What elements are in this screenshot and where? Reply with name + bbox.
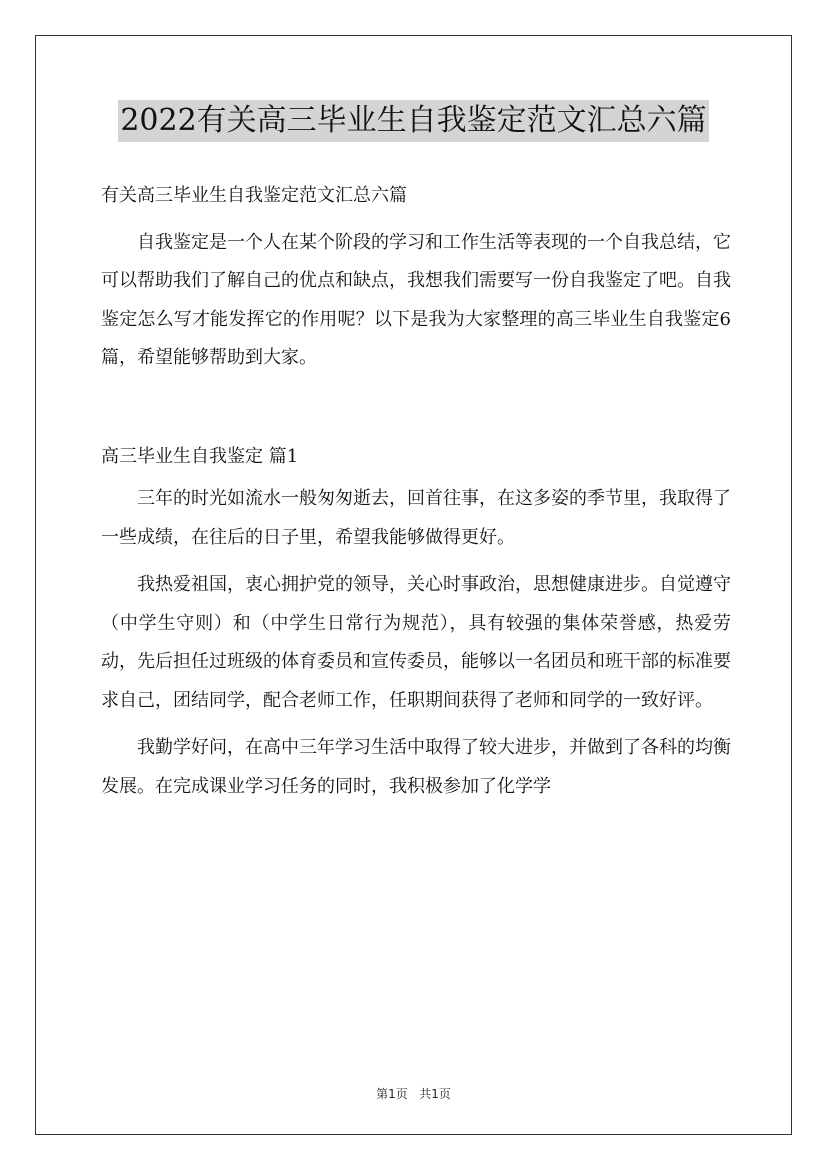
page-number: 第1页	[376, 1087, 408, 1101]
intro-paragraph: 自我鉴定是一个人在某个阶段的学习和工作生活等表现的一个自我总结，它可以帮助我们了解自己的优点和缺点，我想我们需要写一份自我鉴定了吧。自我鉴定怎么写才能发挥它的作用呢？以下是我为大家整理的高三毕业生自我鉴定6篇，希望能够帮助到大家。	[101, 231, 731, 368]
body-paragraph: 我热爱祖国，衷心拥护党的领导，关心时事政治，思想健康进步。自觉遵守（中学生守则）和（中学生日常行为规范），具有较强的集体荣誉感，热爱劳动，先后担任过班级的体育委员和宣传委员，能够以一名团员和班干部的标准要求自己，团结同学，配合老师工作，任职期间获得了老师和同学的一致好评。	[101, 574, 731, 711]
page-total: 共1页	[419, 1087, 451, 1101]
document-subtitle: 有关高三毕业生自我鉴定范文汇总六篇	[101, 185, 407, 206]
body-paragraph: 我勤学好问，在高中三年学习生活中取得了较大进步，并做到了各科的均衡发展。在完成课业学习任务的同时，我积极参加了化学学	[101, 737, 731, 797]
body-paragraph: 三年的时光如流水一般匆匆逝去，回首往事，在这多姿的季节里，我取得了一些成绩，在往后的日子里，希望我能够做得更好。	[101, 488, 731, 548]
document-body	[101, 177, 731, 806]
title-wrap	[0, 100, 827, 142]
page-footer	[0, 1085, 827, 1102]
section-gap	[101, 378, 731, 438]
document-title: 2022有关高三毕业生自我鉴定范文汇总六篇	[118, 100, 708, 142]
section-heading: 高三毕业生自我鉴定 篇1	[101, 445, 299, 467]
